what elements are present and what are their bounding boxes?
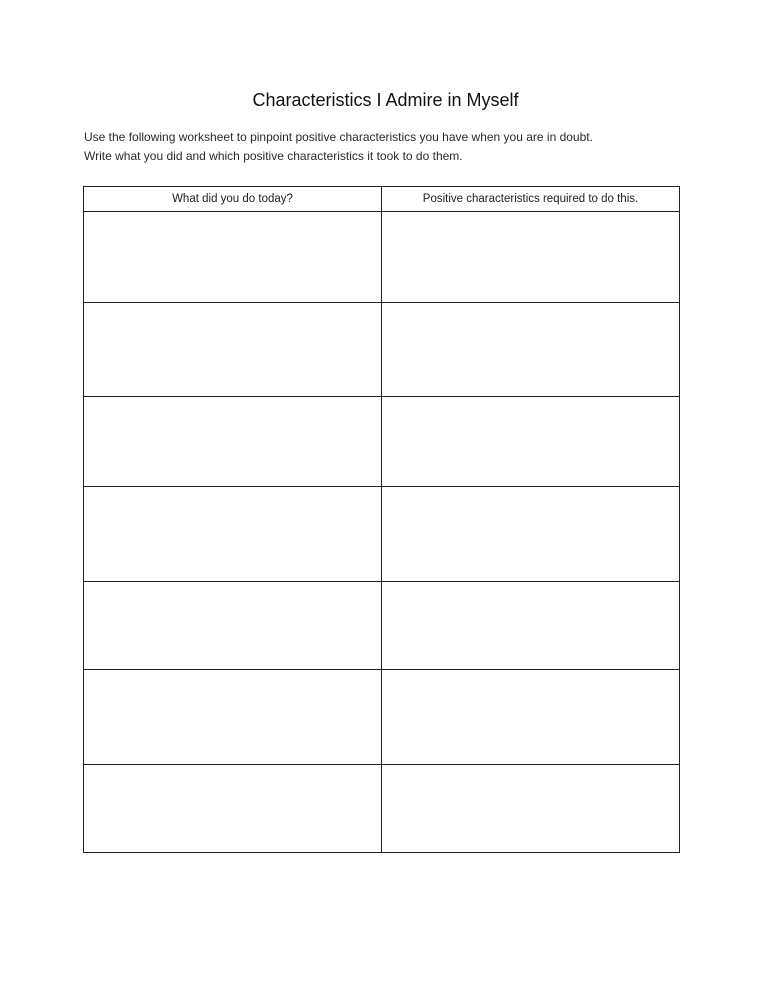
instructions — [84, 128, 724, 166]
activity-cell[interactable] — [84, 212, 382, 303]
worksheet-table — [83, 186, 680, 853]
table-row — [84, 303, 680, 397]
column-header-activity: What did you do today? — [84, 187, 382, 212]
table-row — [84, 487, 680, 582]
instruction-line: Write what you did and which positive characteristics it took to do them. — [84, 149, 463, 163]
table-row — [84, 765, 680, 853]
characteristics-cell[interactable] — [382, 397, 680, 487]
table-header-row — [84, 187, 680, 212]
table-row — [84, 582, 680, 670]
characteristics-cell[interactable] — [382, 303, 680, 397]
table-row — [84, 397, 680, 487]
characteristics-cell[interactable] — [382, 487, 680, 582]
instruction-line: Use the following worksheet to pinpoint positive characteristics you have when you are in doubt. — [84, 130, 593, 144]
activity-cell[interactable] — [84, 397, 382, 487]
activity-cell[interactable] — [84, 670, 382, 765]
page-title: Characteristics I Admire in Myself — [252, 90, 519, 110]
characteristics-cell[interactable] — [382, 765, 680, 853]
characteristics-cell[interactable] — [382, 212, 680, 303]
activity-cell[interactable] — [84, 582, 382, 670]
table-row — [84, 212, 680, 303]
activity-cell[interactable] — [84, 487, 382, 582]
activity-cell[interactable] — [84, 765, 382, 853]
characteristics-cell[interactable] — [382, 582, 680, 670]
characteristics-cell[interactable] — [382, 670, 680, 765]
column-header-characteristics: Positive characteristics required to do this. — [382, 187, 680, 212]
activity-cell[interactable] — [84, 303, 382, 397]
table-row — [84, 670, 680, 765]
